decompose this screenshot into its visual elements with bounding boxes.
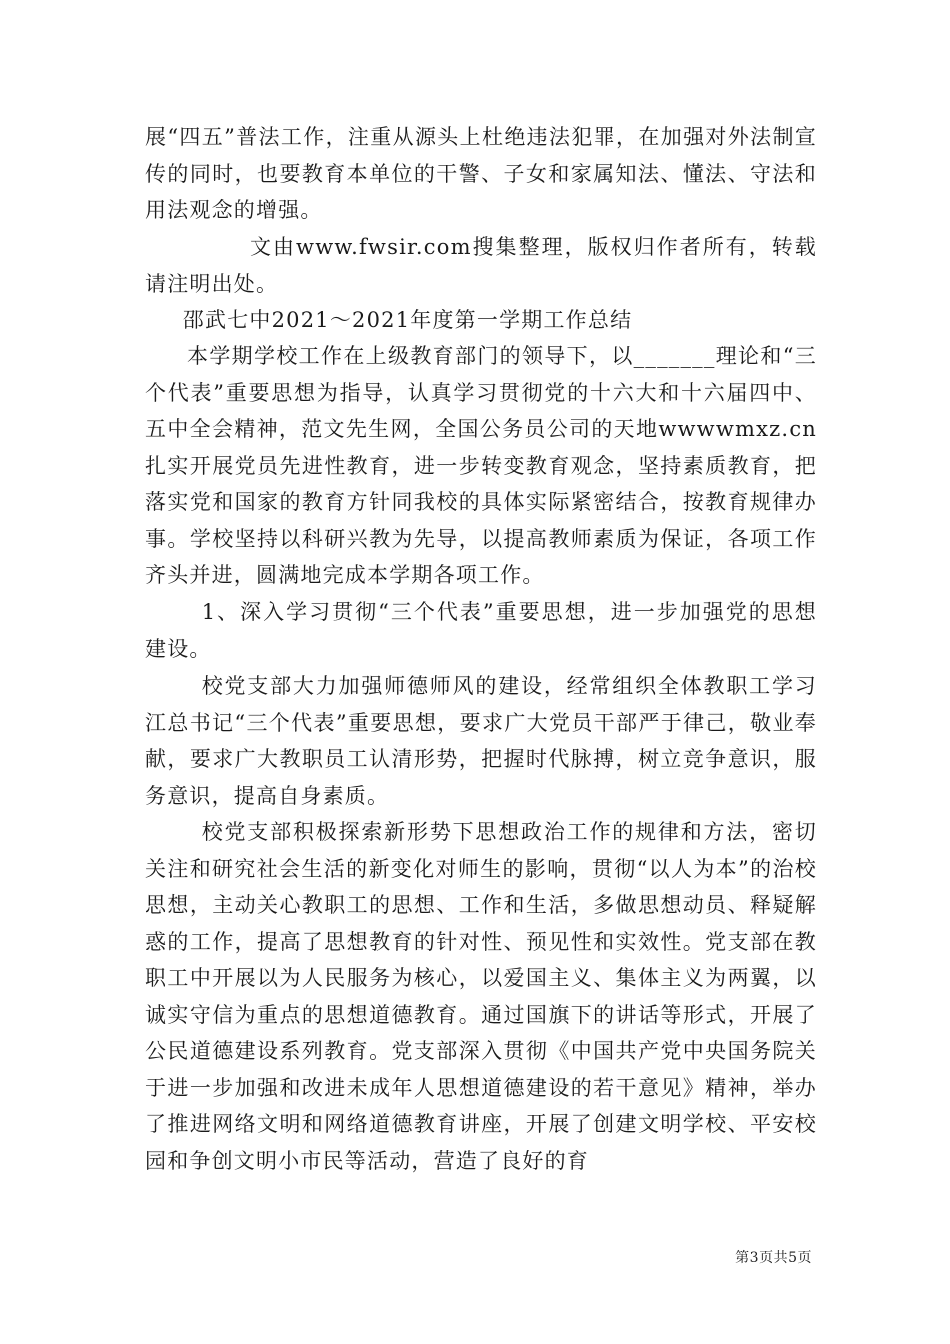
paragraph-ethics: 校党支部大力加强师德师风的建设，经常组织全体教职工学习江总书记“三个代表”重要思想，要求广大党员干部严于律己，敬业奉献，要求广大教职员工认清形势，把握时代脉搏，树立竞争意识，服务意识，提高自身素质。 [145, 674, 817, 808]
paragraph-source-credit: 文由www.fwsir.com搜集整理，版权归作者所有，转载请注明出处。 [145, 235, 817, 296]
page-number: 第3页共5页 [735, 1250, 812, 1266]
paragraph-political-work: 校党支部积极探索新形势下思想政治工作的规律和方法，密切关注和研究社会生活的新变化对师生的影响，贯彻“以人为本”的治校思想，主动关心教职工的思想、工作和生活，多做思想动员、释疑解惑的工作，提高了思想教育的针对性、预见性和实效性。党支部在教职工中开展以为人民服务为核心，以爱国主义、集体主义为两翼，以诚实守信为重点的思想道德教育。通过国旗下的讲话等形式，开展了公民道德建设系列教育。党支部深入贯彻《中国共产党中央国务院关于进一步加强和改进未成年人思想道德建设的若干意见》精神，举办了推进网络文明和网络道德教育讲座，开展了创建文明学校、平安校园和争创文明小市民等活动，营造了良好的育 [145, 820, 817, 1173]
paragraph-law-education: 展“四五”普法工作，注重从源头上杜绝违法犯罪，在加强对外法制宣传的同时，也要教育本单位的干警、子女和家属知法、懂法、守法和用法观念的增强。 [145, 125, 817, 222]
document-title: 邵武七中2021～2021年度第一学期工作总结 [182, 308, 633, 332]
paragraph-intro: 本学期学校工作在上级教育部门的领导下，以_______理论和“三个代表”重要思想为指导，认真学习贯彻党的十六大和十六届四中、五中全会精神，范文先生网，全国公务员公司的天地wwwwmxz.cn扎实开展党员先进性教育，进一步转变教育观念，坚持素质教育，把落实党和国家的教育方针同我校的具体实际紧密结合，按教育规律办事。学校坚持以科研兴教为先导，以提高教师素质为保证，各项工作齐头并进，圆满地完成本学期各项工作。 [145, 344, 817, 587]
section-heading-1: 1、深入学习贯彻“三个代表”重要思想，进一步加强党的思想建设。 [145, 600, 817, 661]
